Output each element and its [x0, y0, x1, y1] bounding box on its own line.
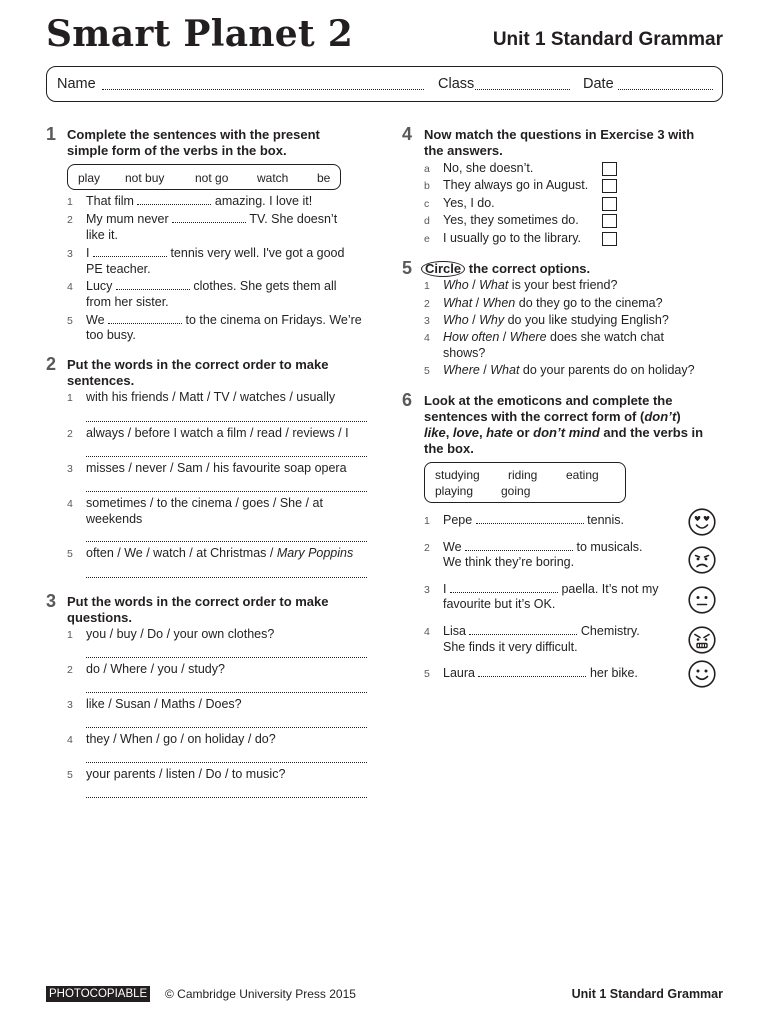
- option[interactable]: What: [479, 278, 509, 292]
- exercise-1-heading-line: simple form of the verbs in the box.: [67, 143, 287, 158]
- unit-title: Unit 1 Standard Grammar: [492, 29, 723, 50]
- match-box[interactable]: [602, 179, 617, 193]
- exercise-2-item: with his friends / Matt / TV / watches / usually: [86, 390, 336, 404]
- exercise-6-item: I paella. It’s not my: [443, 582, 659, 596]
- option[interactable]: Where: [509, 330, 547, 344]
- word-box-item: eating: [566, 468, 599, 482]
- item-number: 3: [67, 699, 73, 711]
- exercise-3-item: like / Susan / Maths / Does?: [86, 697, 242, 711]
- neutral-face-icon: [688, 586, 716, 614]
- exercise-1-item-continued: PE teacher.: [86, 262, 151, 276]
- exercise-1-item: That film amazing. I love it!: [86, 194, 313, 208]
- item-number: 2: [67, 214, 73, 226]
- exercise-3-heading-line: questions.: [67, 610, 133, 625]
- option[interactable]: How often: [443, 330, 500, 344]
- exercise-1-item: Lucy clothes. She gets them all: [86, 279, 337, 293]
- exercise-2-heading: [67, 357, 329, 389]
- exercise-5-heading: Circle the correct options.: [424, 261, 590, 277]
- option[interactable]: Who: [443, 313, 469, 327]
- exercise-6-item: Laura her bike.: [443, 666, 638, 680]
- answer-blank[interactable]: [465, 541, 573, 551]
- answer-line[interactable]: [86, 456, 367, 457]
- word-box-item: be: [317, 171, 331, 185]
- item-number: 5: [67, 548, 73, 560]
- item-number: 5: [424, 668, 430, 680]
- exercise-5-item: Who / What is your best friend?: [443, 278, 618, 292]
- circle-word: Circle: [421, 261, 465, 277]
- exercise-2-item: misses / never / Sam / his favourite soap opera: [86, 461, 347, 475]
- item-number: 4: [67, 734, 73, 746]
- footer-unit-title: Unit 1 Standard Grammar: [571, 987, 723, 1001]
- answer-line[interactable]: [86, 797, 367, 798]
- exercise-6-heading-line: Look at the emoticons and complete the: [424, 393, 673, 408]
- answer-blank[interactable]: [450, 583, 558, 593]
- heart-eyes-face-icon: [688, 508, 716, 536]
- name-label: Name: [57, 76, 96, 92]
- answer-line[interactable]: [86, 541, 367, 542]
- item-number: 3: [67, 463, 73, 475]
- exercise-6-item: Pepe tennis.: [443, 513, 625, 527]
- exercise-1-word-box: [67, 164, 341, 190]
- exercise-4-answer: Yes, they sometimes do.: [443, 213, 579, 227]
- item-number: 2: [67, 428, 73, 440]
- exercise-1-heading: [67, 127, 320, 159]
- word-box-item: studying: [435, 468, 480, 482]
- option[interactable]: What: [490, 363, 520, 377]
- class-label: Class: [438, 76, 475, 92]
- exercise-3-number: 3: [46, 591, 57, 611]
- item-number: 1: [424, 280, 430, 292]
- match-box[interactable]: [602, 232, 617, 246]
- answer-line[interactable]: [86, 657, 367, 658]
- item-letter: d: [424, 215, 430, 227]
- exercise-6-heading-line: like, love, hate or don’t mind and the verbs in: [424, 425, 704, 440]
- exercise-1-item-continued: from her sister.: [86, 295, 169, 309]
- word-box-item: play: [78, 171, 101, 185]
- item-number: 1: [424, 515, 430, 527]
- exercise-1-item-continued: too busy.: [86, 328, 136, 342]
- match-box[interactable]: [602, 162, 617, 176]
- answer-line[interactable]: [86, 762, 367, 763]
- item-number: 2: [424, 542, 430, 554]
- item-number: 5: [67, 769, 73, 781]
- photocopiable-badge: PHOTOCOPIABLE: [46, 986, 150, 1002]
- exercise-5-item: What / When do they go to the cinema?: [443, 296, 663, 310]
- exercise-1-heading-line: Complete the sentences with the present: [67, 127, 320, 142]
- exercise-4-heading-line: the answers.: [424, 143, 503, 158]
- answer-line[interactable]: [86, 421, 367, 422]
- name-class-date-bar: [46, 66, 723, 102]
- frowning-face-icon: [688, 546, 716, 574]
- exercise-3-heading-line: Put the words in the correct order to make: [67, 594, 329, 609]
- answer-line[interactable]: [86, 727, 367, 728]
- exercise-5-number: 5: [402, 258, 413, 278]
- exercise-6-item-continued: favourite but it’s OK.: [443, 597, 556, 611]
- exercise-1-item-continued: like it.: [86, 228, 118, 242]
- item-letter: a: [424, 163, 430, 175]
- exercise-5-item: Who / Why do you like studying English?: [443, 313, 669, 327]
- date-field[interactable]: [618, 89, 713, 90]
- exercise-2-item: often / We / watch / at Christmas / Mary Poppins: [86, 546, 354, 560]
- exercise-4-heading-line: Now match the questions in Exercise 3 with: [424, 127, 695, 142]
- exercise-1-item: I tennis very well. I've got a good: [86, 246, 345, 260]
- match-box[interactable]: [602, 197, 617, 211]
- exercise-4-answer: They always go in August.: [443, 178, 589, 192]
- item-number: 3: [424, 315, 430, 327]
- item-number: 3: [424, 584, 430, 596]
- option[interactable]: Why: [479, 313, 505, 327]
- exercise-6-heading: [424, 393, 703, 457]
- exercise-6-number: 6: [402, 390, 413, 410]
- answer-blank[interactable]: [172, 213, 246, 223]
- word-box-item: riding: [508, 468, 538, 482]
- item-letter: c: [424, 198, 430, 210]
- item-number: 2: [67, 664, 73, 676]
- smiling-face-icon: [688, 660, 716, 688]
- angry-face-icon: [688, 626, 716, 654]
- exercise-3-item: they / When / go / on holiday / do?: [86, 732, 276, 746]
- word-box-item: watch: [257, 171, 289, 185]
- answer-blank[interactable]: [93, 247, 167, 257]
- exercise-6-word-box: [424, 462, 626, 503]
- exercise-3-heading: [67, 594, 329, 626]
- copyright-notice: © Cambridge University Press 2015: [165, 987, 356, 1001]
- word-box-item: going: [501, 484, 531, 498]
- exercise-2-item: sometimes / to the cinema / goes / She / at: [86, 496, 323, 510]
- name-field[interactable]: [102, 89, 424, 90]
- exercise-5-item-continued: shows?: [443, 346, 486, 360]
- answer-blank[interactable]: [476, 514, 584, 524]
- exercise-4-answer: Yes, I do.: [443, 196, 495, 210]
- word-box-item: playing: [435, 484, 474, 498]
- option[interactable]: What: [443, 296, 473, 310]
- exercise-6-item: We to musicals.: [443, 540, 643, 554]
- exercise-3-item: do / Where / you / study?: [86, 662, 225, 676]
- date-label: Date: [583, 76, 614, 92]
- exercise-2-item-continued: weekends: [86, 512, 143, 526]
- item-number: 1: [67, 392, 73, 404]
- option[interactable]: When: [482, 296, 516, 310]
- item-number: 4: [67, 498, 73, 510]
- exercise-2-item: always / before I watch a film / read / reviews / I: [86, 426, 349, 440]
- exercise-3-item: you / buy / Do / your own clothes?: [86, 627, 275, 641]
- answer-blank[interactable]: [137, 195, 211, 205]
- answer-blank[interactable]: [108, 314, 182, 324]
- exercise-2-number: 2: [46, 354, 57, 374]
- exercise-1-number: 1: [46, 124, 57, 144]
- class-field[interactable]: [475, 89, 570, 90]
- item-number: 2: [424, 298, 430, 310]
- exercise-4-answer: No, she doesn’t.: [443, 161, 534, 175]
- option[interactable]: Who: [443, 278, 469, 292]
- exercise-6-item: Lisa Chemistry.: [443, 624, 640, 638]
- item-number: 5: [424, 365, 430, 377]
- item-number: 4: [424, 332, 430, 344]
- exercise-6-heading-line: sentences with the correct form of (don’t): [424, 409, 681, 424]
- option[interactable]: Where: [443, 363, 480, 377]
- word-box-item: not buy: [125, 171, 165, 185]
- answer-blank[interactable]: [116, 280, 190, 290]
- exercise-6-item-continued: We think they’re boring.: [443, 555, 575, 569]
- exercise-2-heading-line: sentences.: [67, 373, 135, 388]
- exercise-4-heading: [424, 127, 694, 159]
- answer-line[interactable]: [86, 692, 367, 693]
- exercise-4-number: 4: [402, 124, 413, 144]
- item-number: 1: [67, 196, 73, 208]
- item-number: 3: [67, 248, 73, 260]
- item-number: 5: [67, 315, 73, 327]
- answer-blank[interactable]: [478, 667, 586, 677]
- exercise-1-item: My mum never TV. She doesn’t: [86, 212, 338, 226]
- answer-line[interactable]: [86, 577, 367, 578]
- word-box-item: not go: [195, 171, 229, 185]
- exercise-4-answer: I usually go to the library.: [443, 231, 582, 245]
- exercise-6-heading-line: the box.: [424, 441, 474, 456]
- page-title: Smart Planet 2: [46, 13, 354, 55]
- exercise-5-item: Where / What do your parents do on holiday?: [443, 363, 695, 377]
- exercise-2-heading-line: Put the words in the correct order to make: [67, 357, 329, 372]
- item-number: 4: [424, 626, 430, 638]
- exercise-1-item: We to the cinema on Fridays. We’re: [86, 313, 362, 327]
- answer-line[interactable]: [86, 491, 367, 492]
- match-box[interactable]: [602, 214, 617, 228]
- exercise-3-item: your parents / listen / Do / to music?: [86, 767, 286, 781]
- item-letter: e: [424, 233, 430, 245]
- item-number: 4: [67, 281, 73, 293]
- exercise-6-item-continued: She finds it very difficult.: [443, 640, 578, 654]
- exercise-5-item: How often / Where does she watch chat: [443, 330, 664, 344]
- item-number: 1: [67, 629, 73, 641]
- item-letter: b: [424, 180, 430, 192]
- answer-blank[interactable]: [469, 625, 577, 635]
